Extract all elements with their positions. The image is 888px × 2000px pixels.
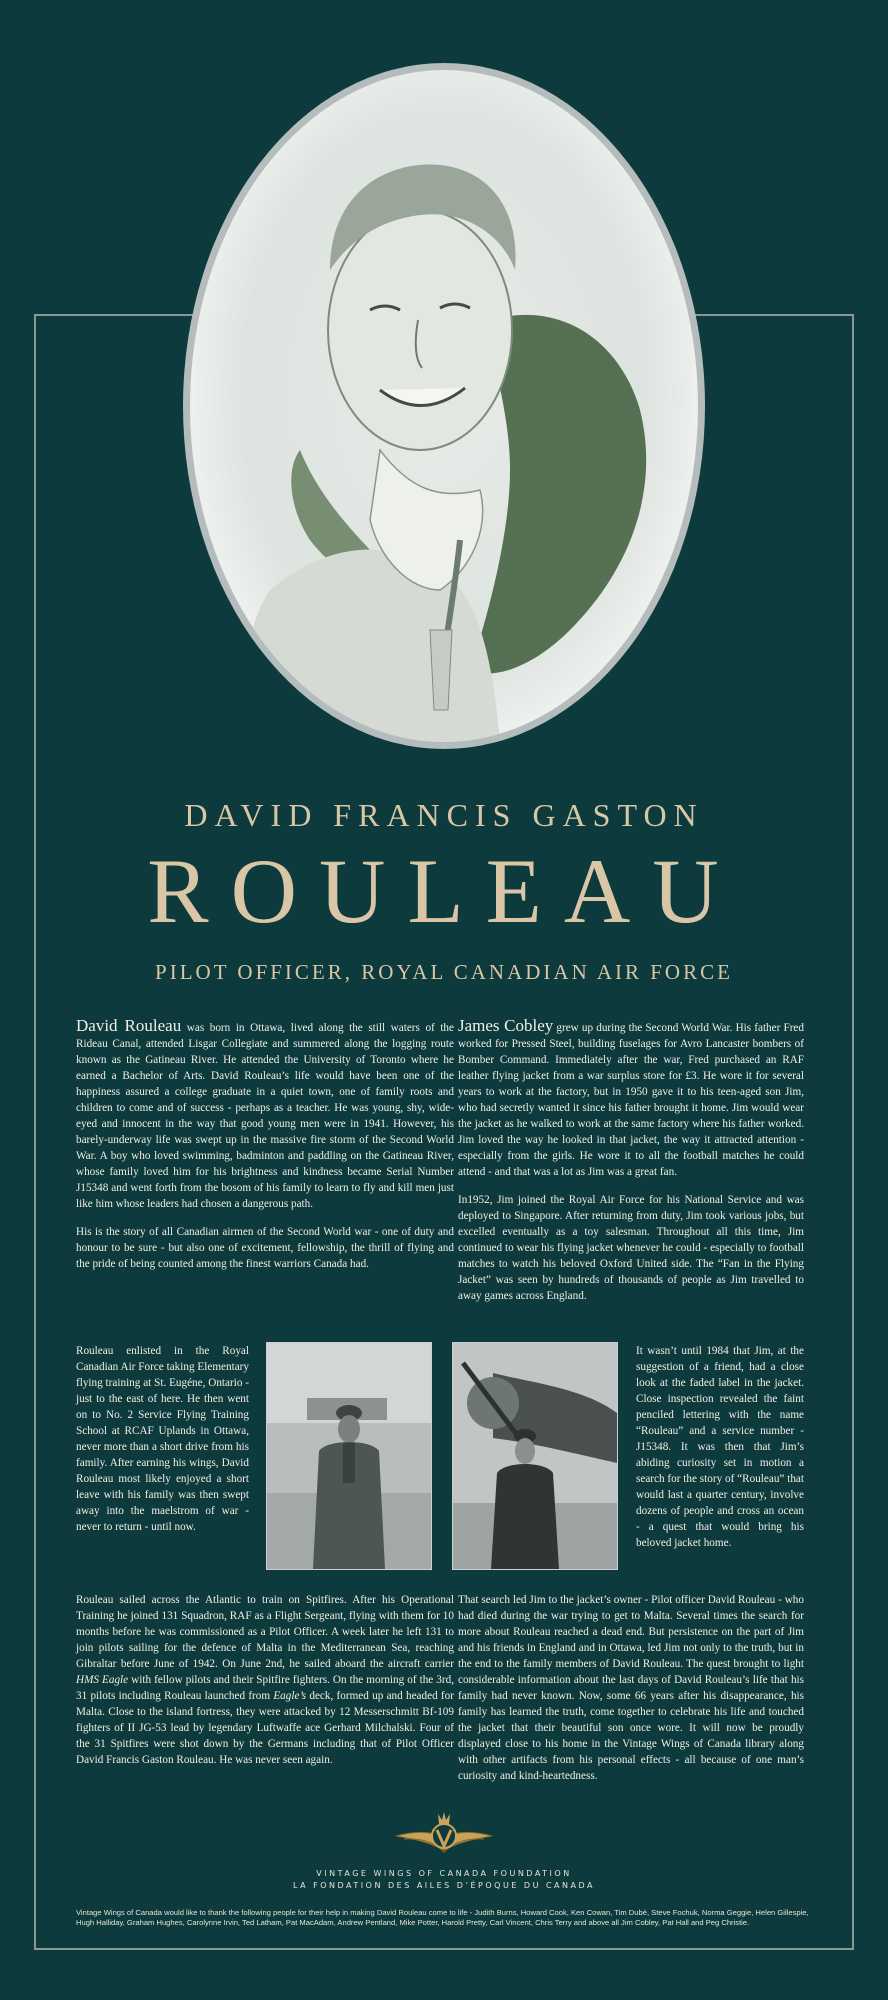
right-paragraph-3: It wasn’t until 1984 that Jim, at the suggestion of a friend, had a close look at the faded label in the jacket. Close inspection revealed the faint penciled lettering with the name “Rouleau” and a service number - J15348. It was then that Jim’s abiding curiosity set in motion a search for the story of “Rouleau” that would last a quarter century, involve dozens of people and cross an ocean - a quest that would bring his beloved jacket home. — [636, 1345, 804, 1549]
left-paragraph-3: Rouleau enlisted in the Royal Canadian Air Force taking Elementary flying training at St. Eugéne, Ontario - just to the east of here. He then went on to No. 2 Service Flying Training School at RCAF Uplands in Ottawa, never more than a short drive from his family. After earning his wings, David Rouleau most likely enjoyed a short leave with his family was then swept away into the maelstrom of war - never to return - until now. — [76, 1345, 249, 1533]
last-name-heading: ROULEAU — [147, 840, 741, 942]
left-paragraph-1 — [76, 1018, 454, 1212]
vintage-wings-logo — [394, 1806, 494, 1866]
ship-name-italic: HMS Eagle — [76, 1674, 129, 1686]
ship-name-possessive-italic: Eagle’s — [273, 1690, 307, 1702]
frame-line-right — [852, 314, 854, 1950]
right-paragraph-1-text: grew up during the Second World War. His father Fred worked for Pressed Steel, building fuselages for Avro Lancaster bombers of Bomber Command. Immediately after the war, Fred purchased an RAF leather flying jacket from a war surplus store for £3. He wore it for several years to work at the factory, but in 1950 gave it to his teen-aged son Jim, who had secretly wanted it since his father brought it home. Jim would wear the jacket as he walked to work at the same factory where his father worked. Jim loved the way he looked in that jacket, the way it attracted attention - especially from the girls. He wore it to all the football matches he could attend - and that was a lot as Jim was a great fan. — [458, 1022, 804, 1178]
portrait-frame — [183, 63, 705, 749]
foundation-name-en: VINTAGE WINGS OF CANADA FOUNDATION — [316, 1869, 572, 1878]
left-paragraph-4-text-b: with fellow pilots and their Spitfire fighters. On the morning of the 3rd, 31 pilots including Rouleau launched from — [76, 1674, 454, 1702]
left-column-top — [76, 1018, 454, 1284]
frame-line-right-top — [676, 314, 854, 316]
left-paragraph-1-text: was born in Ottawa, lived along the still waters of the Rideau Canal, attended Lisgar Collegiate and summered along the logging route known as the Gatineau River. He attended the University of Toronto where he earned a Bachelor of Arts. David Rouleau’s life would have been one of the happiness assured a college graduate in a quiet town, one of family roots and children to come and of success - perhaps as a teacher. He was young, shy, wide-eyed and innocent in the way that good young men were in 1941. However, his barely-underway life was swept up in the massive fire storm of the Second World War. A boy who loved swimming, badminton and paddling on the Gatineau River, whose family loved him for his brightness and kindness became Serial Number J15348 and went forth from the bosom of his family to learn to fly and kill men just like him whose leaders had chosen a dangerous path. — [76, 1022, 454, 1210]
left-paragraph-4-text-c: deck, formed up and headed for Malta. Close to the island fortress, they were attacked by 12 Messerschmitt Bf-109 fighters of II JG-53 lead by legendary Luftwaffe ace Gerhard Milchalski. Four of the 31 Spitfires were shot down by the Germans including that of Pilot Officer David Francis Gaston Rouleau. He was never seen again. — [76, 1690, 454, 1766]
photo-rouleau-spitfire — [452, 1342, 618, 1570]
foundation-name-fr: LA FONDATION DES AILES D’ÉPOQUE DU CANADA — [293, 1881, 595, 1890]
portrait-sketch — [190, 70, 698, 742]
frame-line-bottom — [34, 1948, 854, 1950]
frame-line-left — [34, 314, 36, 1950]
right-paragraph-4: That search led Jim to the jacket’s owner - Pilot officer David Rouleau - who had died during the war trying to get to Malta. Several times the search for more about Rouleau reached a dead end. But persistence on the part of Jim and his friends in England and in Ottawa, led Jim not only to the truth, but in the end to the family members of David Rouleau. The quest brought to light considerable information about the last days of David Rouleau’s life that his family had never known. Now, some 66 years after his disappearance, his family has learned the truth, come together to celebrate his life and touched the jacket that their beautiful son once wore. It will now be proudly displayed close to his home in the Vintage Wings of Canada library along with other artifacts from his personal effects - all because of one man’s curiosity and kind-heartedness. — [458, 1594, 804, 1782]
rank-subheading: PILOT OFFICER, ROYAL CANADIAN AIR FORCE — [155, 960, 733, 984]
frame-line-left-top — [34, 314, 212, 316]
right-paragraph-2: In1952, Jim joined the Royal Air Force for his National Service and was deployed to Singapore. After returning from duty, Jim took various jobs, but excelled eventually as a toy salesman. Throughout all this time, Jim continued to wear his flying jacket whenever he could - especially to football matches to watch his beloved Oxford United side. The “Fan in the Flying Jacket” was seen by hundreds of thousands of people as Jim travelled to away games across England. — [458, 1194, 804, 1302]
right-lead-name: James Cobley — [458, 1016, 554, 1035]
photo-rouleau-airfield — [266, 1342, 432, 1570]
first-names-heading: DAVID FRANCIS GASTON — [184, 797, 704, 833]
left-paragraph-2: His is the story of all Canadian airmen of the Second World war - one of duty and honour to be sure - but also one of excitement, fellowship, the thrill of flying and the pride of being counted among the finest warriors Canada had. — [76, 1226, 454, 1270]
right-column-top — [458, 1018, 804, 1316]
right-paragraph-1 — [458, 1018, 804, 1180]
left-paragraph-4 — [76, 1592, 454, 1768]
left-paragraph-4-text-a: Rouleau sailed across the Atlantic to train on Spitfires. After his Operational Training he joined 131 Squadron, RAF as a Flight Sergeant, flying with them for 10 months before he was commissioned as a Pilot Officer. A week later he left 131 to join pilots sailing for the defence of Malta in the Mediterranean Sea, reaching Gibraltar before June of 1942. On June 2nd, he sailed aboard the aircraft carrier — [76, 1594, 454, 1670]
left-lead-name: David Rouleau — [76, 1016, 182, 1035]
acknowledgements: Vintage Wings of Canada would like to thank the following people for their help in making David Rouleau come to life - Judith Burns, Howard Cook, Ken Cowan, Tim Dubé, Steve Fochuk, Norma Geggie, Helen Gillespie, Hugh Halliday, Graham Hughes, Carolynne Irvin, Ted Latham, Pat MacAdam, Andrew Pentland, Mike Potter, Harold Pretty, Carl Vincent, Chris Terry and above all Jim Cobley, Pat Hall and Peg Christie. — [76, 1908, 809, 1927]
